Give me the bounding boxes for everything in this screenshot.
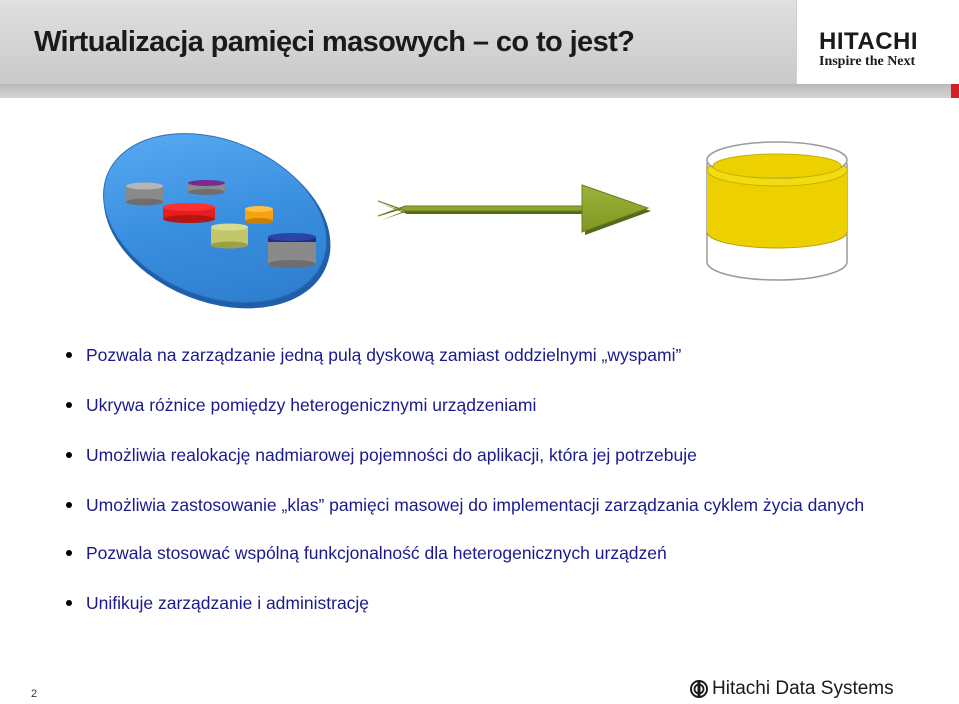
bullet-text: Umożliwia zastosowanie „klas” pamięci masowej do implementacji zarządzania cyklem życia danych (86, 495, 865, 515)
bullet-dot (66, 452, 72, 458)
bullet-item (66, 542, 926, 564)
bullet-item (66, 344, 926, 366)
footer-logo (690, 678, 894, 700)
virtual-storage-cylinder-icon (707, 142, 847, 280)
disk-orange-icon (245, 206, 273, 224)
bullet-text: Pozwala na zarządzanie jedną pulą dyskową zamiast oddzielnymi „wyspami” (86, 345, 682, 365)
slide-title: Wirtualizacja pamięci masowych – co to jest? (34, 26, 635, 58)
arrow-right-icon (378, 185, 651, 235)
hitachi-logo (796, 0, 959, 84)
virtualization-illustration (0, 98, 959, 338)
bullet-dot (66, 402, 72, 408)
bullet-item (66, 444, 926, 466)
disk-olive-icon (211, 224, 248, 249)
bullet-text: Ukrywa różnice pomiędzy heterogenicznymi urządzeniami (86, 395, 537, 415)
storage-pool-disc-icon (78, 102, 357, 338)
bullet-dot (66, 550, 72, 556)
disk-purple-icon (188, 180, 225, 195)
title-band-bottom (0, 84, 959, 98)
logo-tagline: Inspire the Next (819, 54, 916, 69)
bullet-item (66, 592, 926, 614)
disk-red-icon (163, 203, 215, 223)
logo-brand: HITACHI (819, 28, 919, 55)
footer-brand: Hitachi Data Systems (712, 678, 894, 699)
bullet-text: Pozwala stosować wspólną funkcjonalność dla heterogenicznych urządzeń (86, 543, 667, 563)
bullet-dot (66, 352, 72, 358)
bullet-item (66, 494, 926, 516)
bullet-text: Unifikuje zarządzanie i administrację (86, 593, 370, 613)
page-number: 2 (31, 688, 38, 700)
bullet-list (66, 344, 926, 642)
disk-gray-icon (126, 183, 163, 206)
bullet-dot (66, 600, 72, 606)
bullet-text: Umożliwia realokację nadmiarowej pojemności do aplikacji, która jej potrzebuje (86, 445, 697, 465)
disk-navy-icon (268, 233, 316, 268)
bullet-item (66, 394, 926, 416)
logo-accent-bar (951, 84, 959, 98)
bullet-dot (66, 502, 72, 508)
title-band (0, 0, 796, 85)
hds-logo-icon (690, 680, 708, 698)
